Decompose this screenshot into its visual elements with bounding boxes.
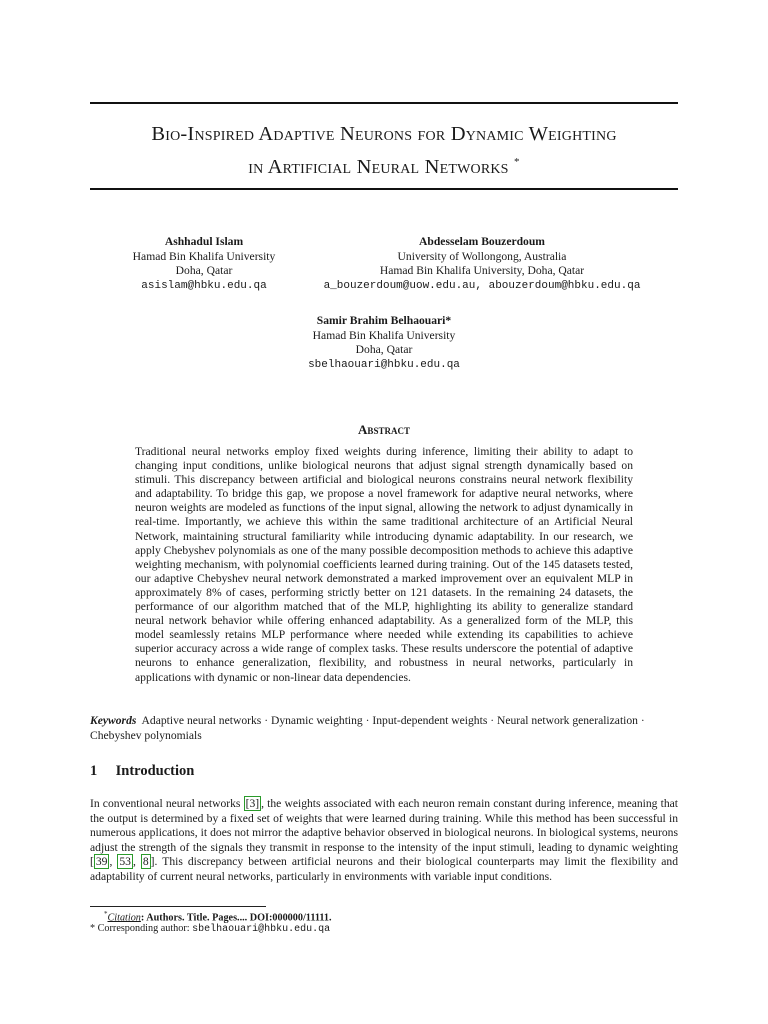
section-title: Introduction xyxy=(115,763,195,779)
keywords xyxy=(90,713,678,743)
section-number: 1 xyxy=(90,763,98,779)
citation-link[interactable]: 53 xyxy=(119,855,131,869)
citation-link[interactable]: 39 xyxy=(95,855,108,869)
author-email[interactable]: asislam@hbku.edu.qa xyxy=(141,279,267,292)
citation-footnote-text: : Authors. Title. Pages.... DOI:000000/11111. xyxy=(140,912,332,924)
title-top-rule xyxy=(90,102,678,104)
author-email[interactable]: a_bouzerdoum@uow.edu.au, abouzerdoum@hbku.edu.qa xyxy=(323,279,641,292)
section-heading-introduction xyxy=(90,763,194,780)
author-name: Samir Brahim Belhaouari* xyxy=(316,314,452,327)
corresponding-author-footnote xyxy=(90,922,330,936)
abstract-text: Traditional neural networks employ fixed weights during inference, limiting their ability to adapt to changing input conditions, unlike biological neurons that adjust signal strength dynamically based on stimuli. This discrepancy between artificial and biological neurons constrains neural network flexibility and adaptability. To bridge this gap, we propose a novel framework for adaptive neural networks, where neuron weights are modeled as functions of the input signal, allowing the network to adjust dynamically in real-time. Importantly, we achieve this within the same traditional architecture of an Artificial Neural Network, maintaining structural familiarity while introducing dynamic adaptability. In our research, we apply Chebyshev polynomials as one of the many possible decomposition methods to achieve this adaptive weighting mechanism, with polynomial coefficients learned during training. Out of the 145 datasets tested, our adaptive Chebyshev neural network demonstrated a marked improvement over an equivalent MLP in approximately 8% of cases, performing strictly better on 121 datasets. In the remaining 24 datasets, the performance of our algorithm matched that of the MLP, highlighting its ability to generalize standard neural network behavior while offering enhanced adaptability. As a generalized form of the MLP, this model seamlessly retains MLP performance where needed while extending its capabilities to achieve superior accuracy across a wide range of complex tasks. These results underscore the potential of adaptive neurons to enhance generalization, flexibility, and robustness in neural networks, particularly in applications with dynamic or non-linear data dependencies. xyxy=(135,445,633,684)
citation-separator: , xyxy=(109,855,118,869)
author-name: Ashhadul Islam xyxy=(164,235,244,248)
author-email[interactable]: sbelhaouari@hbku.edu.qa xyxy=(308,358,460,371)
author-affiliation: University of Wollongong, Australia xyxy=(397,249,567,263)
corresponding-author-label: * Corresponding author: xyxy=(90,923,193,934)
footnote-mark: * xyxy=(104,910,108,918)
author-block-bouzerdoum xyxy=(312,235,652,293)
keywords-list: Adaptive neural networks · Dynamic weighting · Input-dependent weights · Neural network generalization · Chebyshev polynomials xyxy=(90,714,645,742)
author-affiliation: Doha, Qatar xyxy=(175,264,233,278)
title-footnote-mark[interactable]: * xyxy=(514,156,520,168)
keywords-label: Keywords xyxy=(90,714,137,727)
citation-bracket: [ xyxy=(90,855,94,869)
title-bottom-rule xyxy=(90,188,678,190)
corresponding-author-email[interactable]: sbelhaouari@hbku.edu.qa xyxy=(192,924,331,935)
citation-footnote-link[interactable]: Citation xyxy=(107,912,141,924)
citation-separator: , xyxy=(132,855,141,869)
author-affiliation: Doha, Qatar xyxy=(355,343,413,357)
paper-title-line-2-text: in Artificial Neural Networks xyxy=(248,155,509,178)
citation-link[interactable]: 8 xyxy=(142,855,149,869)
author-block-islam xyxy=(104,235,304,293)
author-affiliation: Hamad Bin Khalifa University xyxy=(132,249,276,263)
intro-text: , the weights associated with each neuron remain constant during inference, meaning that the output is determined by a fixed set of weights that were learned during training. While this method has been successful in numerous applications, it does not mirror the adaptive behavior observed in biological neurons. In biological systems, neurons adjust the strength of the signals they transmit in response to the intensity of the input stimuli, leading to dynamic weighting xyxy=(90,797,679,854)
paper-title-line-2 xyxy=(90,148,678,181)
author-affiliation: Hamad Bin Khalifa University xyxy=(312,328,456,342)
author-name: Abdesselam Bouzerdoum xyxy=(419,235,545,248)
intro-text: . This discrepancy between artificial neurons and their biological counterparts may limit the flexibility and adaptability of current neural networks, particularly in environments with variable input conditions. xyxy=(90,855,679,883)
abstract-heading: Abstract xyxy=(358,422,410,437)
citation-link[interactable]: [3] xyxy=(245,797,260,810)
author-affiliation: Hamad Bin Khalifa University, Doha, Qatar xyxy=(379,264,585,278)
paper-title-line-1: Bio-Inspired Adaptive Neurons for Dynamic Weighting xyxy=(151,123,617,145)
author-block-belhaouari xyxy=(264,314,504,372)
intro-text: In conventional neural networks xyxy=(90,797,244,810)
citation-bracket: ] xyxy=(150,855,155,869)
introduction-paragraph xyxy=(90,797,678,885)
paper-title xyxy=(90,120,678,181)
footnote-divider xyxy=(90,906,266,907)
